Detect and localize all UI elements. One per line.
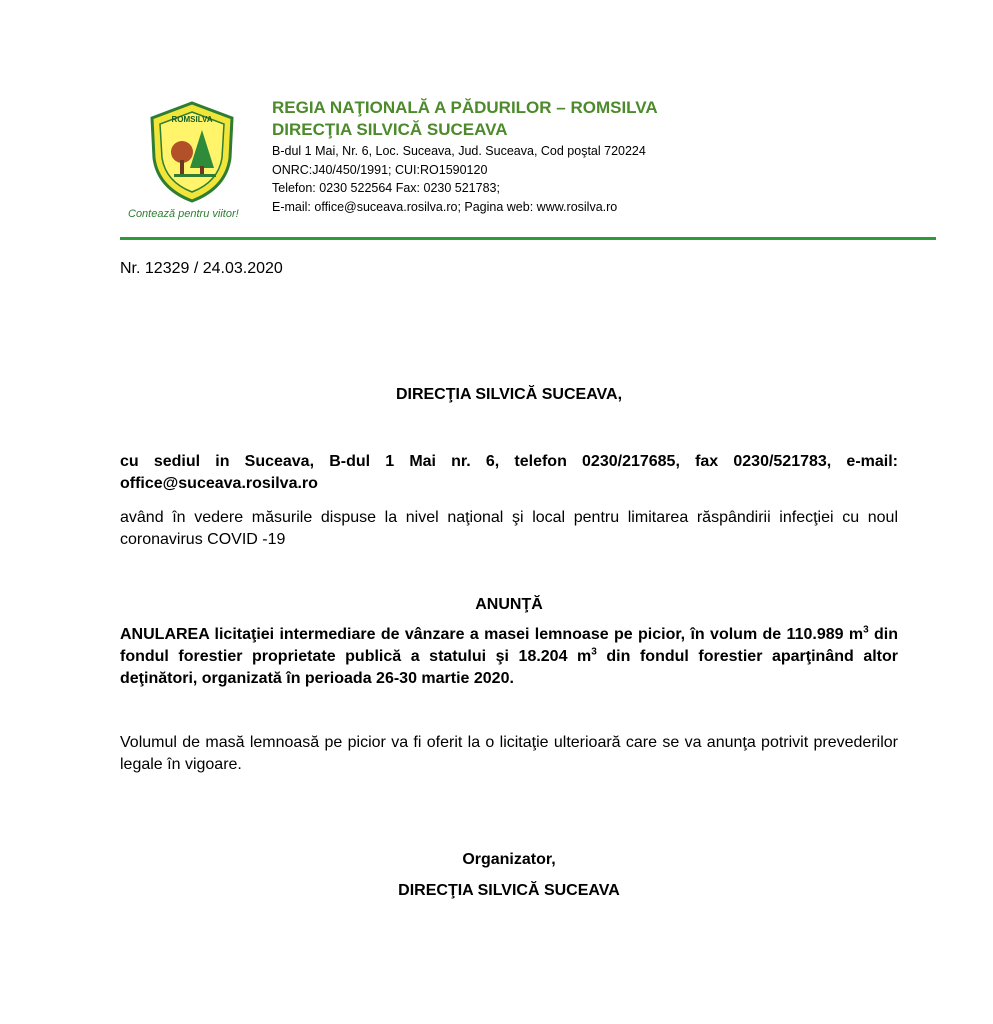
contact-phone: Telefon: 0230 522564 Fax: 0230 521783; [272,181,500,195]
issuer-heading: DIRECŢIA SILVICĂ SUCEAVA, [395,386,623,403]
contact-email-web: E-mail: office@suceava.rosilva.ro; Pagina web: www.rosilva.ro [272,199,618,214]
romsilva-logo [128,100,258,228]
context-paragraph: având în vedere măsurile dispuse la nivel naţional şi local pentru limitarea răspândirii infecţiei cu noul coronavirus COVID -19 [120,509,898,548]
contact-address: B-dul 1 Mai, Nr. 6, Loc. Suceava, Jud. Suceava, Cod poştal 720224 [272,144,646,158]
signature-name: DIRECŢIA SILVICĂ SUCEAVA [398,882,620,899]
issuer-address: cu sediul in Suceava, B-dul 1 Mai nr. 6, telefon 0230/217685, fax 0230/521783, e-mail: office@suceava.rosilva.ro [120,453,898,492]
unit-superscript: 3 [591,646,597,658]
announcement-part-1: ANULAREA licitaţiei intermediare de vânzare a masei lemnoase pe picior, în volum de 110.989 m [120,626,864,643]
contact-registration: ONRC:J40/450/1991; CUI:RO1590120 [272,162,488,177]
registration-number: Nr. 12329 / 24.03.2020 [120,260,283,277]
announcement-part-3: din fondul forestier aparţinând altor deţinători, organizată în perioada 26-30 martie 2020. [120,648,899,687]
romsilva-shield-icon [146,100,238,204]
followup-paragraph: Volumul de masă lemnoasă pe picior va fi oferit la o licitaţie ulterioară care se va anunţa potrivit prevederilor legale în vigoare. [120,734,898,773]
signature-role: Organizator, [462,851,556,868]
announcement-paragraph [120,624,898,690]
organization-subtitle: DIRECŢIA SILVICĂ SUCEAVA [272,120,508,139]
announcement-part-2: din fondul forestier proprietate publică a statului şi 18.204 m [120,626,899,665]
logo-motto: Contează pentru viitor! [128,208,239,220]
announce-heading: ANUNŢĂ [475,596,543,613]
unit-superscript: 3 [863,624,869,636]
organization-title: REGIA NAŢIONALĂ A PĂDURILOR – ROMSILVA [272,98,658,117]
header-divider [120,237,936,240]
logo-top-text: ROMSILVA [171,115,213,124]
contact-block [272,142,646,216]
